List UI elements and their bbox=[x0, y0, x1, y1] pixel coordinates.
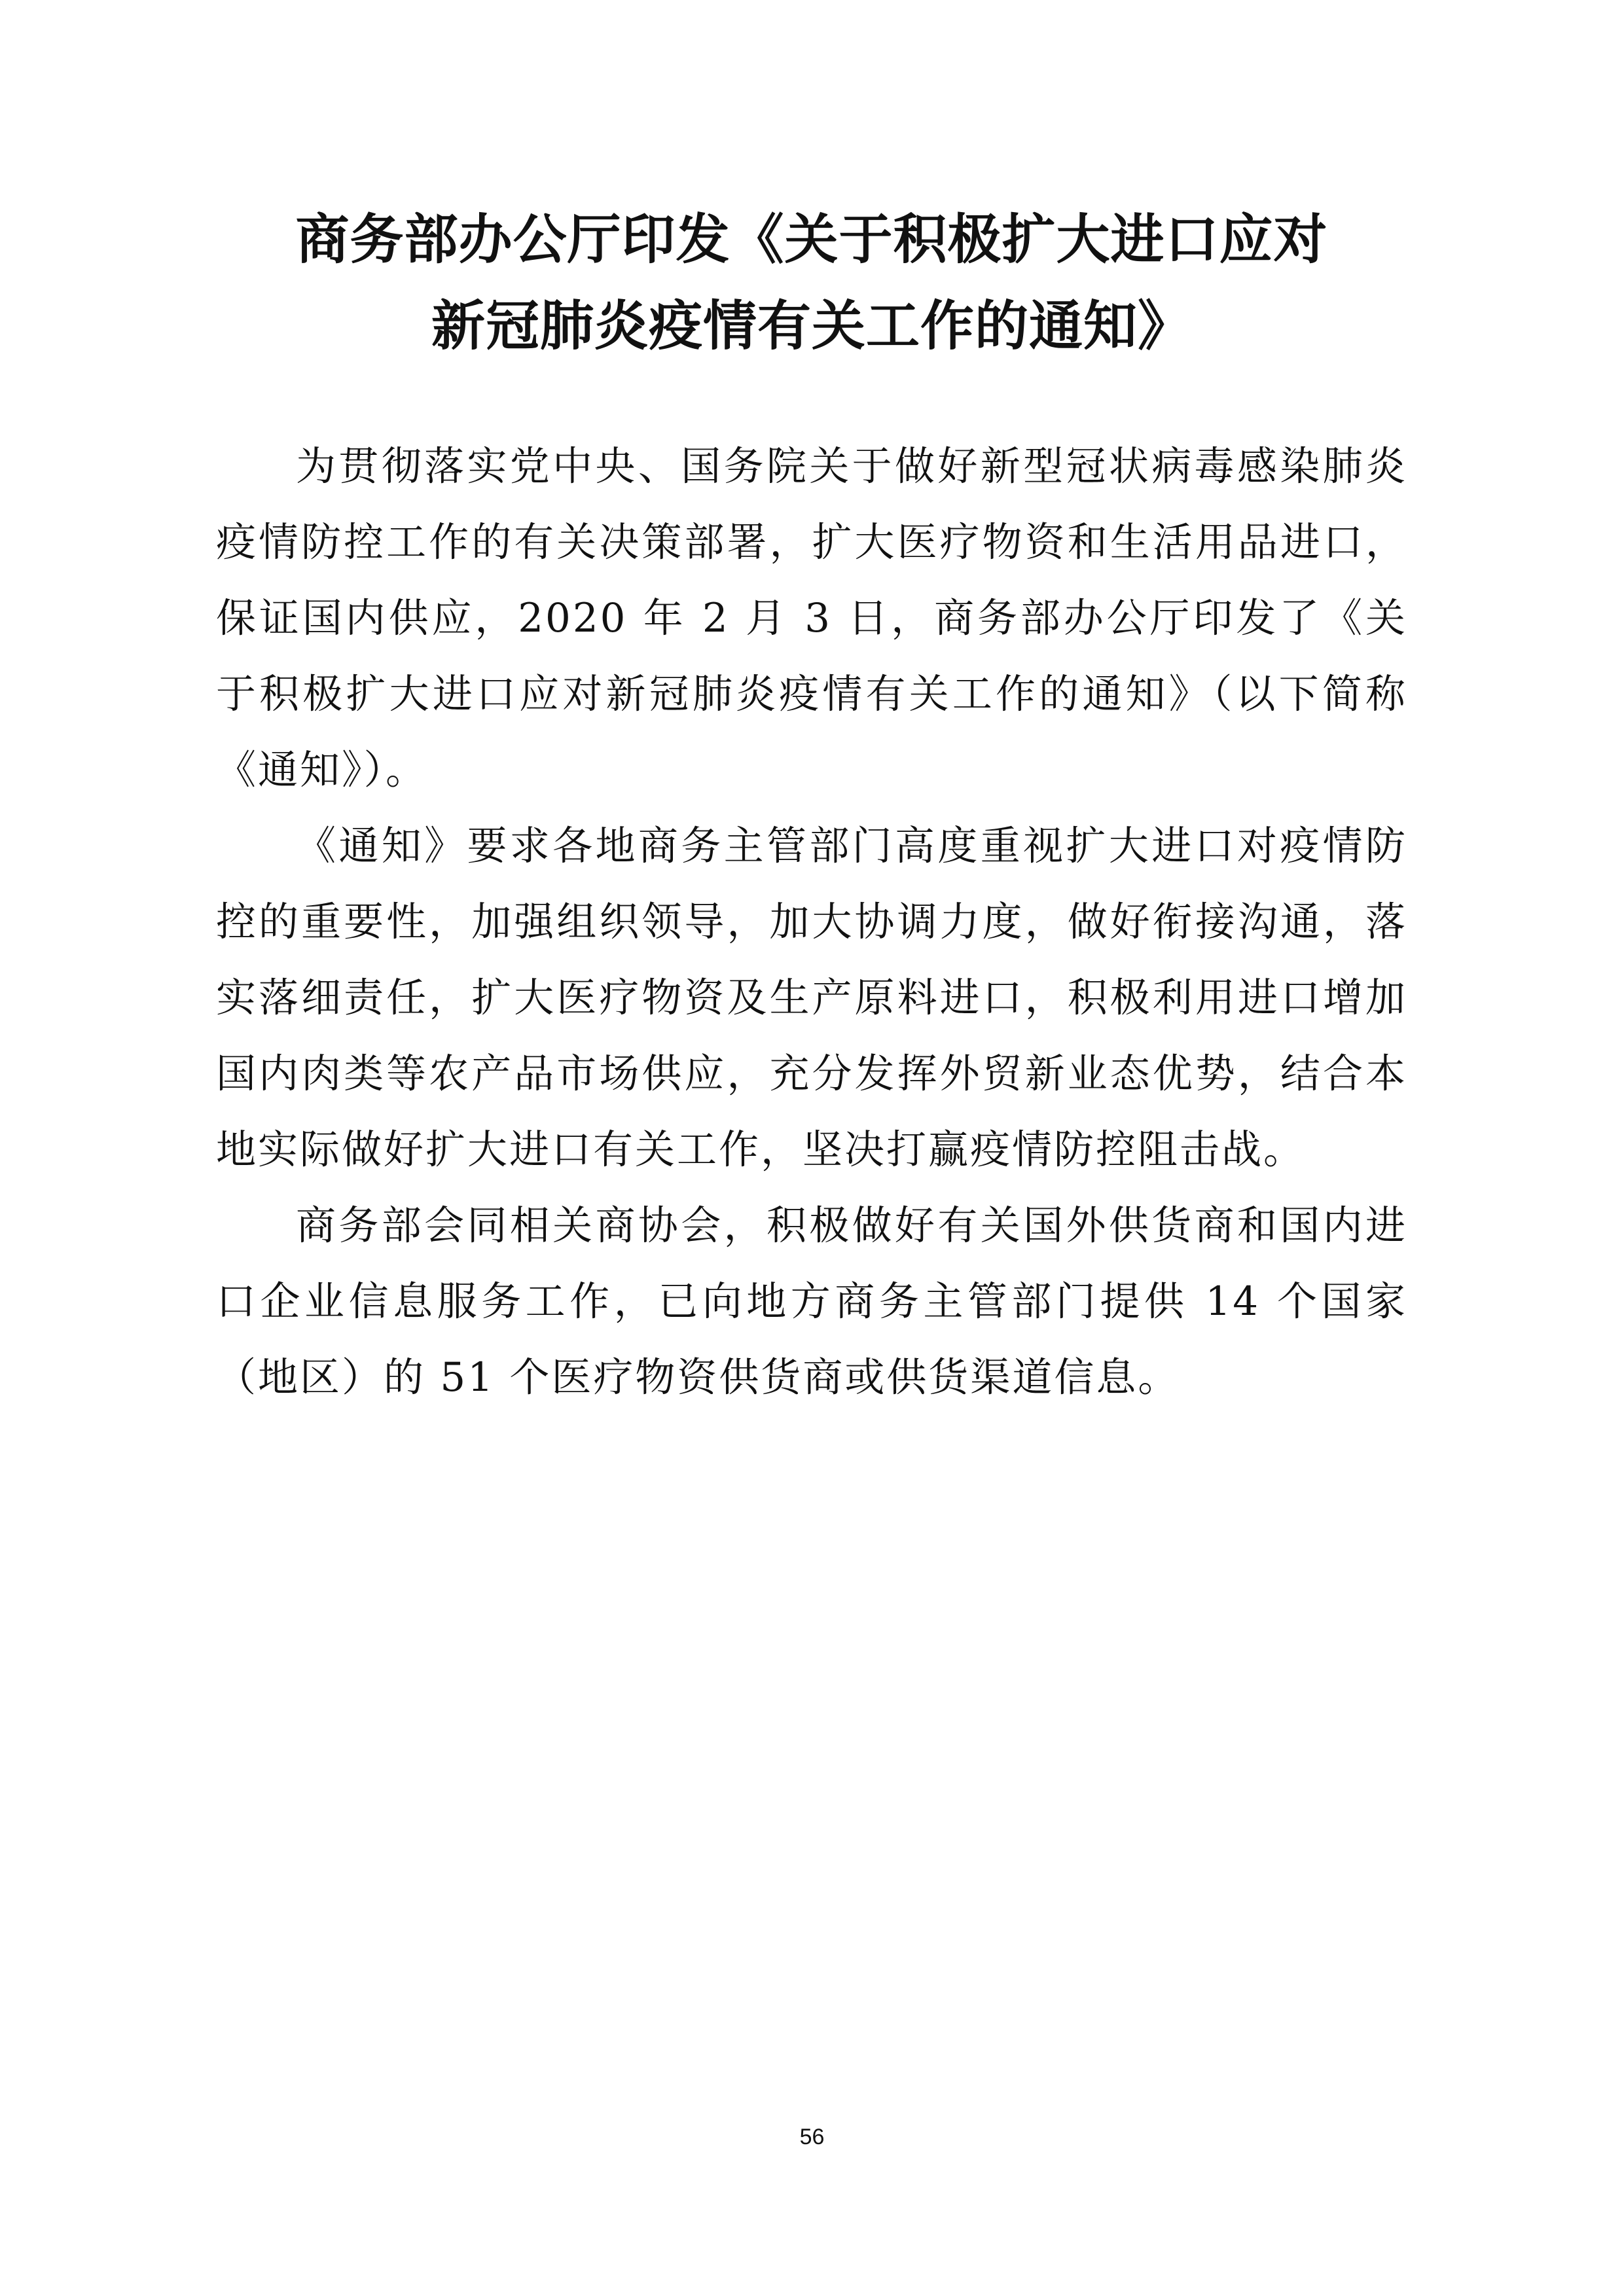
body-paragraph-3: 商务部会同相关商协会，积极做好有关国外供货商和国内进口企业信息服务工作，已向地方商务主管部门提供 14 个国家（地区）的 51 个医疗物资供货商或供货渠道信息。 bbox=[216, 1202, 1407, 1401]
document-title bbox=[216, 196, 1407, 369]
title-line-1: 商务部办公厅印发《关于积极扩大进口应对 bbox=[295, 208, 1328, 271]
document-body bbox=[216, 429, 1407, 1416]
body-paragraph-1: 为贯彻落实党中央、国务院关于做好新型冠状病毒感染肺炎疫情防控工作的有关决策部署，扩大医疗物资和生活用品进口，保证国内供应，2020 年 2 月 3 日，商务部办公厅印发了《关于积极扩大进口应对新冠肺炎疫情有关工作的通知》（以下简称《通知》）。 bbox=[216, 443, 1407, 793]
title-line-2: 新冠肺炎疫情有关工作的通知》 bbox=[431, 295, 1192, 357]
body-paragraph-2: 《通知》要求各地商务主管部门高度重视扩大进口对疫情防控的重要性，加强组织领导，加大协调力度，做好衔接沟通，落实落细责任，扩大医疗物资及生产原料进口，积极利用进口增加国内肉类等农产品市场供应，充分发挥外贸新业态优势，结合本地实际做好扩大进口有关工作，坚决打赢疫情防控阻击战。 bbox=[216, 823, 1407, 1173]
page-number: 56 bbox=[799, 2125, 825, 2149]
